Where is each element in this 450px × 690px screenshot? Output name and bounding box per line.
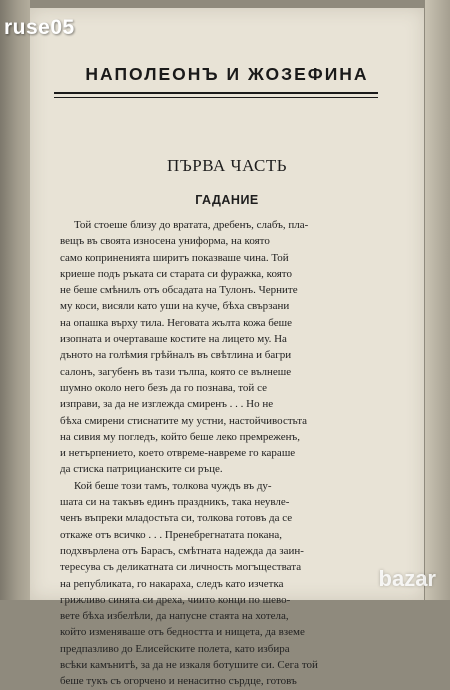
text-line: Той стоеше близу до вратата, дребенъ, слабъ, пла- — [74, 219, 309, 231]
text-line: грижливо синята си дреха, чиито конци по шево- — [60, 593, 291, 606]
body-text — [60, 217, 370, 690]
text-line: Кой беше този тамъ, толкова чуждъ въ ду- — [74, 479, 272, 492]
text-line: откаже отъ всичко . . . Пренебрегнатата покана, — [60, 528, 283, 541]
text-line: тересува съ деликатната си личность могъществата — [60, 561, 302, 574]
text-line: криеше подъ ръката си старата си фуражка, която — [60, 267, 292, 280]
text-line: шата си на такъвъ единъ праздникъ, така неувле- — [60, 496, 290, 509]
header-rule-thin — [54, 97, 378, 98]
text-line: шумно около него безъ да го познава, той се — [60, 381, 267, 394]
text-line: изопната и очертаваше костите на лицето му. На — [60, 333, 287, 346]
text-line: подхвърлена отъ Барасъ, смѣтната надежда да заин- — [60, 544, 304, 557]
running-header-title: НАПОЛЕОНЪ И ЖОЗЕФИНА — [85, 64, 369, 84]
text-line: на опашка върху тила. Неговата жълта кожа беше — [60, 316, 292, 329]
text-line: бѣха смирени стиснатите му устни, настойчивостьта — [60, 414, 308, 427]
text-line: който изменяваше отъ бедността и нищета, да вземе — [60, 626, 305, 639]
text-line: и нетърпението, което отвреме-навреме го караше — [60, 447, 296, 460]
text-line: не беше смѣнилъ отъ обсадата на Тулонъ. Черните — [60, 284, 298, 297]
book-page — [30, 8, 424, 688]
text-line: вещъ въ своята износена униформа, на която — [60, 235, 270, 248]
part-title: ПЪРВА ЧАСТЬ — [167, 156, 287, 175]
text-line: изправи, за да не изглежда смиренъ . . . Но не — [60, 398, 274, 411]
background-left — [0, 0, 30, 600]
header-rule-thick — [54, 92, 378, 94]
text-line: предпазливо до Елисейските полета, като избира — [60, 642, 290, 655]
text-line: му коси, висяли като уши на куче, бѣха свързани — [60, 300, 290, 313]
chapter-title: ГАДАНИЕ — [195, 193, 259, 207]
watermark-ruse05: ruse05 — [4, 16, 75, 39]
text-line: ченъ въпреки младостьта си, толкова готовъ да се — [60, 512, 293, 525]
text-line: беше тукъ съ огорчено и ненаситно сърдце, готовъ — [60, 675, 297, 688]
text-line: всѣки камънитѣ, за да не изкаля ботушите си. Сега той — [60, 659, 318, 672]
text-line: вете бѣха избелѣли, да напусне стаята на хотела, — [60, 610, 289, 623]
background-right — [425, 0, 450, 600]
text-line: на сивия му погледъ, който беше леко премреженъ, — [60, 430, 300, 443]
watermark-bazar: bazar — [378, 566, 436, 591]
text-line: да стиска патрицианските си ръце. — [60, 463, 223, 476]
text-line: салонъ, загубенъ въ тази тълпа, която се вълнеше — [60, 365, 292, 378]
text-line: на републиката, го накараха, следъ като изчетка — [60, 577, 284, 590]
text-line: дъното на голѣмия грѣйналъ въ свѣтлина и багри — [60, 349, 292, 362]
text-line: само коприненията ширитъ показваше чина. Той — [60, 251, 289, 264]
